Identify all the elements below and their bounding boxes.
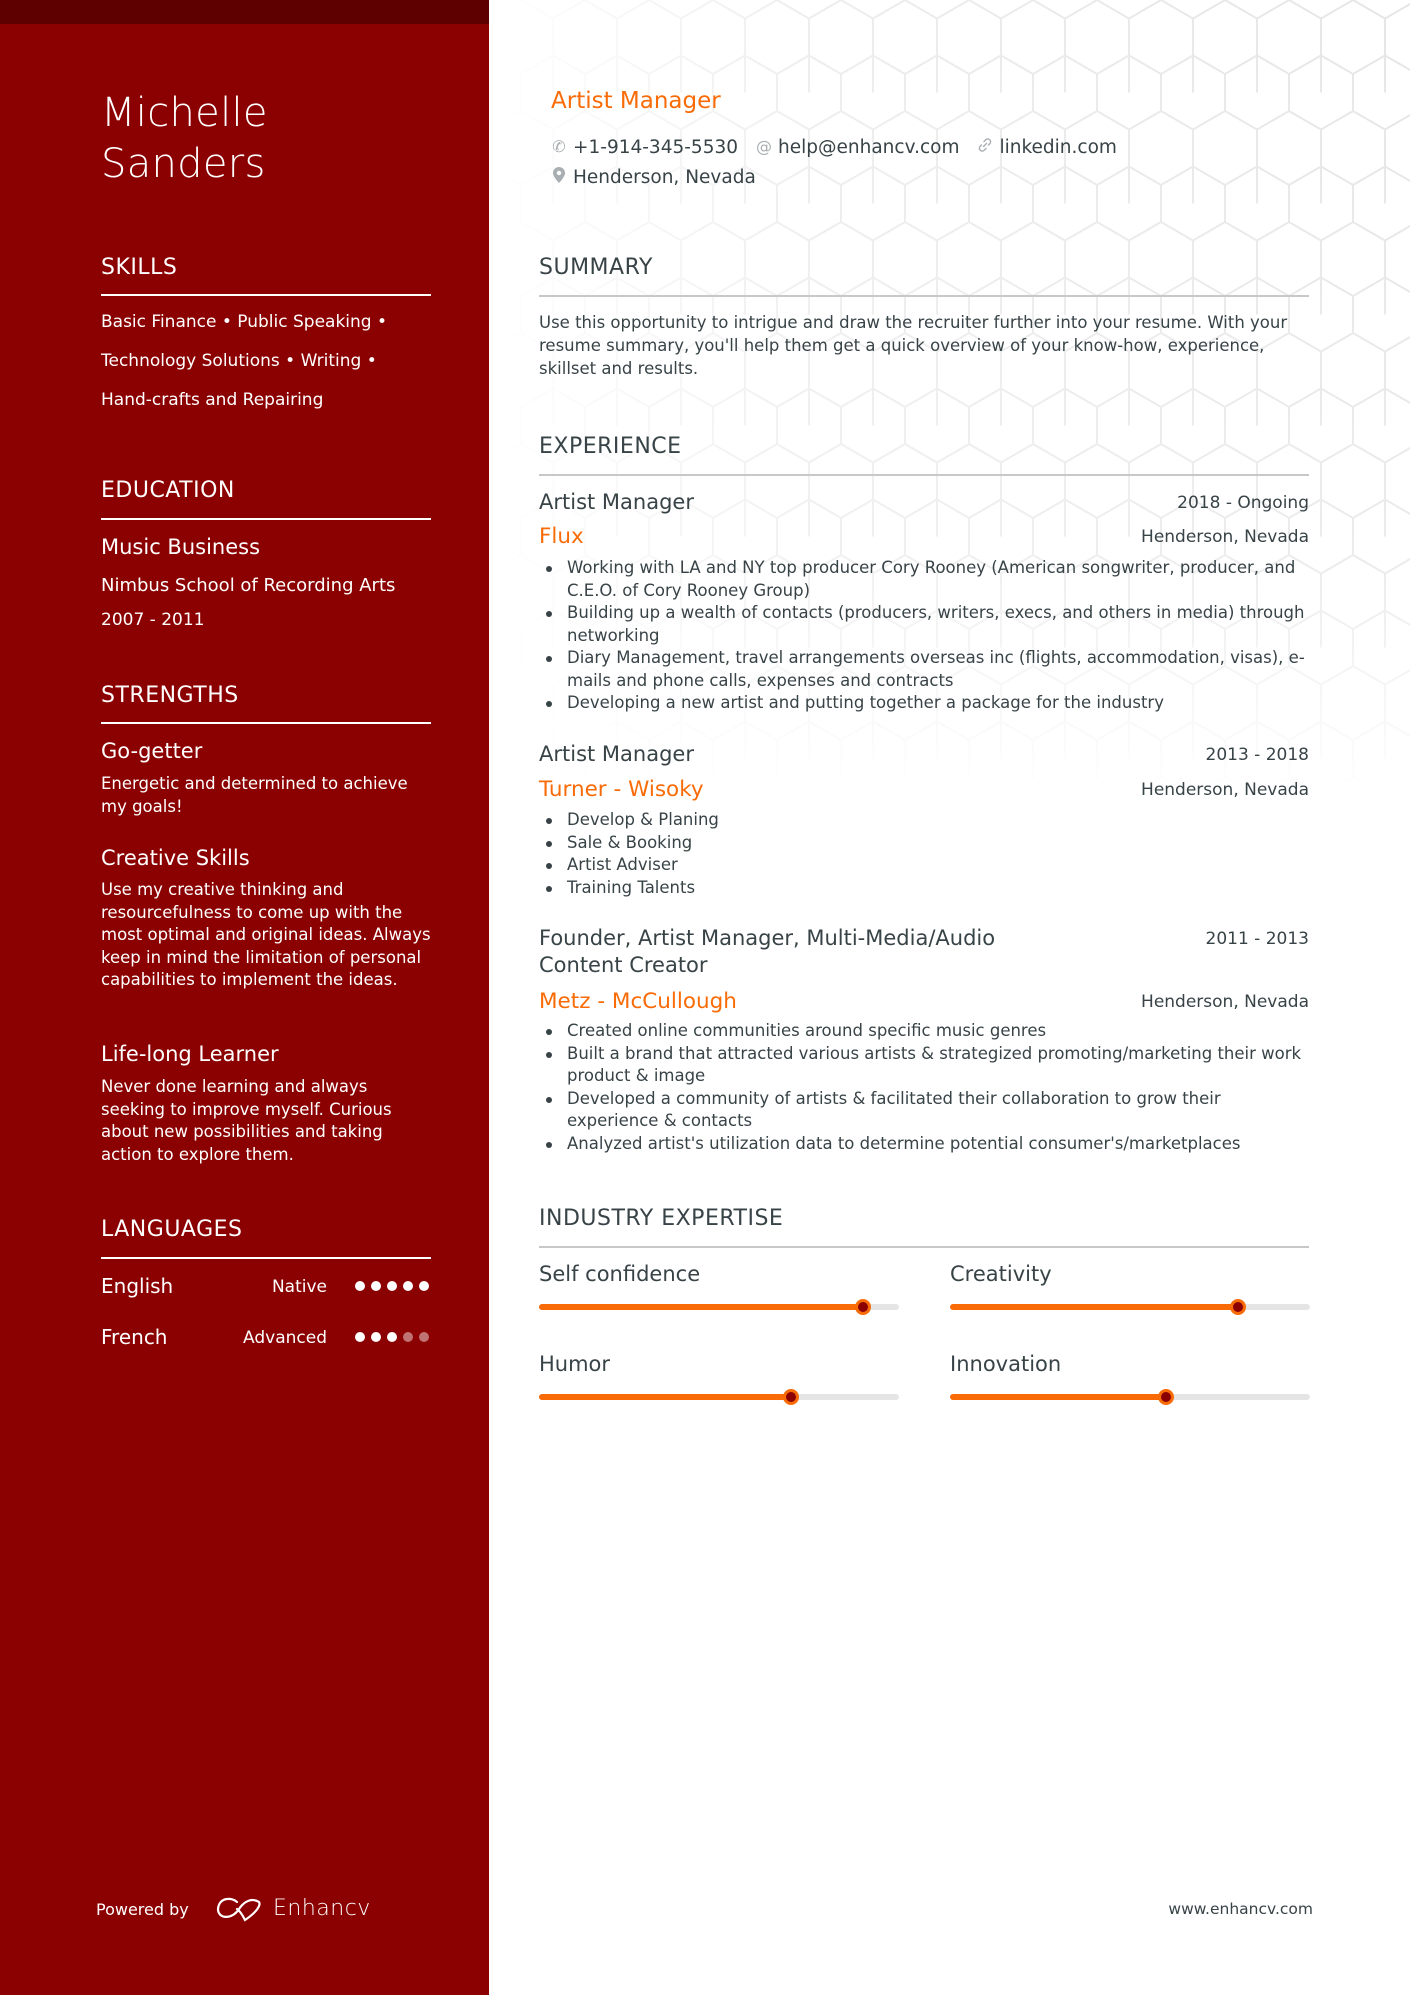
expertise-bar	[539, 1394, 899, 1400]
expertise-item-humor	[539, 1351, 899, 1411]
job-title: Artist Manager	[539, 742, 694, 766]
expertise-bar-fill	[539, 1394, 791, 1400]
phone-icon: ✆	[552, 137, 566, 156]
experience-divider	[539, 474, 1309, 476]
job-location: Henderson, Nevada	[1141, 527, 1309, 547]
job-dates: 2018 - Ongoing	[1177, 493, 1309, 513]
industry-expertise-divider	[539, 1246, 1309, 1248]
strength-description: Energetic and determined to achieve my goals!	[101, 774, 408, 816]
rating-dot-filled	[387, 1332, 397, 1342]
job-company: Turner - Wisoky	[539, 777, 704, 802]
expertise-bar	[539, 1304, 899, 1310]
expertise-bar-knob	[783, 1389, 799, 1405]
rating-dot-empty	[403, 1332, 413, 1342]
job-bullet: Developed a community of artists & facilitated their collaboration to grow their experience & contacts	[539, 1088, 1309, 1133]
summary-divider	[539, 295, 1309, 297]
job-bullet: Built a brand that attracted various artists & strategized promoting/marketing their work product & image	[539, 1043, 1309, 1088]
job-bullet: Working with LA and NY top producer Cory Rooney (American songwriter, producer, and C.E.O. of Cory Rooney Group)	[539, 557, 1309, 602]
strengths-divider	[101, 722, 431, 724]
expertise-label: Self confidence	[539, 1262, 701, 1286]
language-row-english	[101, 1273, 431, 1299]
location-row	[551, 164, 756, 190]
strength-title: Life-long Learner	[101, 1042, 279, 1066]
strengths-heading: STRENGTHS	[101, 683, 239, 708]
footer-website-link[interactable]: www.enhancv.com	[1168, 1900, 1313, 1918]
job-dates: 2011 - 2013	[1205, 929, 1309, 949]
education-school: Nimbus School of Recording Arts	[101, 575, 396, 596]
summary-heading: SUMMARY	[539, 255, 653, 280]
enhancv-logo[interactable]	[215, 1894, 371, 1924]
expertise-label: Humor	[539, 1352, 611, 1376]
languages-divider	[101, 1257, 431, 1259]
enhancv-logo-icon	[215, 1896, 263, 1922]
brand-name: Enhancv	[273, 1896, 371, 1921]
job-location: Henderson, Nevada	[1141, 992, 1309, 1012]
skills-line: Technology Solutions • Writing •	[101, 351, 377, 371]
job-company: Flux	[539, 524, 584, 549]
expertise-bar-fill	[539, 1304, 863, 1310]
strength-title: Creative Skills	[101, 846, 250, 870]
expertise-item-self-confidence	[539, 1261, 899, 1321]
expertise-label: Innovation	[950, 1352, 1062, 1376]
strength-description: Never done learning and always seeking to improve myself. Curious about new possibilities and taking action to explore them.	[101, 1077, 392, 1164]
language-row-french	[101, 1324, 431, 1350]
job-bullet: Training Talents	[539, 877, 1309, 900]
contact-row	[551, 134, 1117, 160]
rating-dot-filled	[355, 1281, 365, 1291]
language-level: Advanced	[243, 1328, 327, 1348]
job-title: Artist Manager	[539, 490, 694, 514]
skills-line: Basic Finance • Public Speaking •	[101, 312, 388, 332]
education-degree: Music Business	[101, 535, 261, 559]
last-name: Sanders	[101, 141, 266, 187]
language-level: Native	[271, 1277, 327, 1297]
rating-dot-filled	[419, 1281, 429, 1291]
job-dates: 2013 - 2018	[1205, 745, 1309, 765]
education-divider	[101, 518, 431, 520]
location-text: Henderson, Nevada	[573, 166, 756, 188]
linkedin-url: linkedin.com	[999, 136, 1117, 158]
education-dates: 2007 - 2011	[101, 610, 205, 630]
rating-dot-filled	[371, 1332, 381, 1342]
contact-link[interactable]	[977, 137, 1116, 158]
expertise-bar-knob	[855, 1299, 871, 1315]
language-rating	[355, 1281, 429, 1291]
at-icon: @	[756, 137, 773, 156]
rating-dot-filled	[371, 1281, 381, 1291]
job-bullet: Building up a wealth of contacts (producers, writers, execs, and others in media) through networking	[539, 602, 1309, 647]
skills-line: Hand-crafts and Repairing	[101, 390, 324, 410]
rating-dot-filled	[355, 1332, 365, 1342]
job-bullet: Developing a new artist and putting together a package for the industry	[539, 692, 1309, 715]
expertise-bar-fill	[950, 1304, 1238, 1310]
job-bullet: Develop & Planing	[539, 809, 1309, 832]
industry-expertise-heading: INDUSTRY EXPERTISE	[539, 1206, 784, 1231]
contact-email[interactable]	[756, 137, 959, 158]
contact-phone[interactable]	[551, 137, 738, 158]
strength-description: Use my creative thinking and resourcefulness to come up with the most optimal and original ideas. Always keep in mind the limitation of personal capabilities to implement the ideas.	[101, 880, 431, 989]
expertise-item-innovation	[950, 1351, 1310, 1411]
candidate-name	[101, 88, 461, 190]
language-name: English	[101, 1274, 174, 1298]
job-bullet: Sale & Booking	[539, 832, 1309, 855]
languages-heading: LANGUAGES	[101, 1217, 243, 1242]
headline-title: Artist Manager	[551, 88, 721, 114]
expertise-label: Creativity	[950, 1262, 1052, 1286]
experience-heading: EXPERIENCE	[539, 434, 682, 459]
link-icon	[977, 137, 993, 157]
expertise-bar	[950, 1394, 1310, 1400]
powered-by-label: Powered by	[96, 1900, 189, 1919]
sidebar-top-bar	[0, 0, 489, 24]
rating-dot-filled	[387, 1281, 397, 1291]
contact-location	[551, 167, 756, 188]
language-rating	[355, 1332, 429, 1342]
job-bullets	[539, 1020, 1309, 1155]
sidebar	[0, 0, 489, 1995]
job-bullets	[539, 809, 1309, 899]
summary-text: Use this opportunity to intrigue and draw the recruiter further into your resume. With your resume summary, you'll help them get a quick overview of your know-how, experience, skillset and results.	[539, 313, 1288, 378]
job-bullet: Analyzed artist's utilization data to determine potential consumer's/marketplaces	[539, 1133, 1309, 1156]
job-bullets	[539, 557, 1309, 715]
skills-divider	[101, 294, 431, 296]
main-content	[489, 0, 1410, 1995]
email-address: help@enhancv.com	[778, 136, 960, 158]
job-bullet: Diary Management, travel arrangements overseas inc (flights, accommodation, visas), e-mails and phone calls, expenses and contracts	[539, 647, 1309, 692]
phone-number: +1-914-345-5530	[573, 136, 739, 158]
language-name: French	[101, 1325, 168, 1349]
rating-dot-filled	[403, 1281, 413, 1291]
expertise-bar-knob	[1230, 1299, 1246, 1315]
job-bullet: Created online communities around specific music genres	[539, 1020, 1309, 1043]
education-heading: EDUCATION	[101, 478, 235, 503]
map-pin-icon	[551, 167, 567, 187]
first-name: Michelle	[101, 90, 268, 136]
job-title: Founder, Artist Manager, Multi-Media/Audio Content Creator	[539, 926, 996, 977]
expertise-bar-fill	[950, 1394, 1166, 1400]
expertise-bar	[950, 1304, 1310, 1310]
job-location: Henderson, Nevada	[1141, 780, 1309, 800]
job-company: Metz - McCullough	[539, 989, 737, 1014]
strength-title: Go-getter	[101, 739, 203, 763]
skills-heading: SKILLS	[101, 255, 178, 280]
job-bullet: Artist Adviser	[539, 854, 1309, 877]
expertise-bar-knob	[1158, 1389, 1174, 1405]
expertise-item-creativity	[950, 1261, 1310, 1321]
rating-dot-empty	[419, 1332, 429, 1342]
